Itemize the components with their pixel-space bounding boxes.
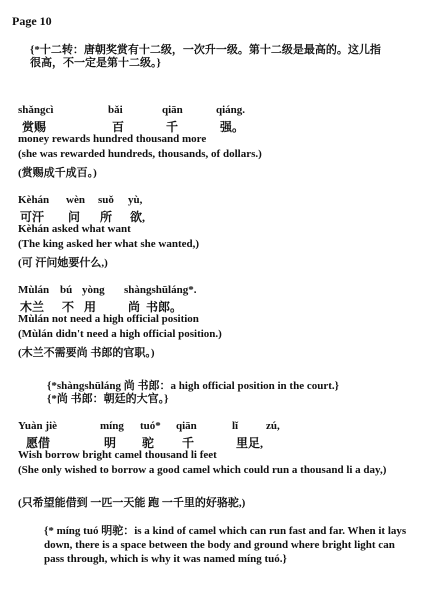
s2-pinyin-row	[0, 194, 425, 208]
s3-pinyin-1: Mùlán	[18, 284, 50, 296]
s1-hanzi-2: 百	[112, 120, 125, 134]
s4-hanzi-5: 里足,	[236, 436, 264, 450]
s2-pinyin-4: yù,	[128, 194, 143, 206]
s4-pinyin-1: Yuàn jiè	[18, 420, 58, 432]
s4-hanzi-4: 千	[182, 436, 195, 450]
s2-gloss: Kèhán asked what want	[18, 223, 131, 235]
footnote-shangshulang-chinese: {*尚 书郎：朝廷的大官。}	[47, 393, 169, 405]
s3-pinyin-row	[0, 284, 425, 298]
s1-chinese: (赏赐成千成百。)	[18, 167, 97, 179]
s1-gloss: money rewards hundred thousand more	[18, 133, 207, 145]
s2-pinyin-2: wèn	[66, 194, 85, 206]
s4-hanzi-3: 驼	[142, 436, 155, 450]
s3-hanzi-row	[0, 298, 425, 312]
footnote-shangshulang-english: {*shàngshūláng 尚 书郎：a high official position in the court.}	[47, 380, 339, 392]
s4-hanzi-1: 愿借	[26, 436, 51, 450]
s4-pinyin-3: tuó*	[140, 420, 161, 432]
s4-pinyin-6: zú,	[266, 420, 280, 432]
s3-hanzi-4: 尚	[128, 300, 141, 314]
footnote-shangshulang	[47, 380, 407, 406]
s1-pinyin-row	[0, 104, 425, 118]
s2-hanzi-4: 欲,	[130, 210, 146, 224]
s3-pinyin-4: shàngshūláng*.	[124, 284, 197, 296]
s1-pinyin-3: qiān	[162, 104, 183, 116]
s4-pinyin-5: lǐ	[232, 420, 239, 432]
s4-translation: (She only wished to borrow a good camel which could run a thousand li a day,)	[18, 464, 387, 476]
s1-hanzi-3: 千	[166, 120, 179, 134]
s3-hanzi-5: 书郎。	[146, 300, 183, 314]
s4-pinyin-row	[0, 420, 425, 434]
s3-hanzi-3: 用	[84, 300, 97, 314]
s2-hanzi-1: 可汗	[20, 210, 45, 224]
s3-hanzi-1: 木兰	[20, 300, 45, 314]
s3-hanzi-2: 不	[62, 300, 75, 314]
s1-hanzi-4: 强。	[220, 120, 245, 134]
page-number: Page 10	[12, 14, 52, 28]
s4-pinyin-4: qiān	[176, 420, 197, 432]
s4-chinese: (只希望能借到 一匹一天能 跑 一千里的好骆驼,)	[18, 497, 246, 509]
s4-hanzi-2: 明	[104, 436, 117, 450]
s1-translation: (she was rewarded hundreds, thousands, of dollars.)	[18, 148, 262, 160]
footnote-twelve-ranks: {*十二转：唐朝奖赏有十二级，一次升一级。第十二级是最高的。这儿指很高，不一定是第十二级。}	[30, 44, 381, 69]
s3-pinyin-2: bú	[60, 284, 73, 296]
s2-hanzi-2: 问	[68, 210, 81, 224]
s2-pinyin-1: Kèhán	[18, 194, 50, 206]
s2-translation: (The king asked her what she wanted,)	[18, 238, 200, 250]
s3-pinyin-3: yòng	[82, 284, 105, 296]
s2-pinyin-3: suǒ	[98, 194, 114, 206]
s1-pinyin-1: shǎngcì	[18, 104, 54, 116]
s2-hanzi-3: 所	[100, 210, 113, 224]
s3-translation: (Mùlán didn't need a high official position.)	[18, 328, 222, 340]
s1-hanzi-1: 赏赐	[22, 120, 47, 134]
footnote-mingtuo: {* míng tuó 明驼：is a kind of camel which can run fast and far. When it lays down, there is a space between the body and ground where bright light can pass through, which is why it was named míng tuó.}	[44, 525, 407, 565]
s2-hanzi-row	[0, 208, 425, 222]
s4-hanzi-row	[0, 434, 425, 448]
s1-pinyin-4: qiáng.	[216, 104, 246, 116]
s1-hanzi-row	[0, 118, 425, 132]
s3-gloss: Mùlán not need a high official position	[18, 313, 199, 325]
s3-chinese: (木兰不需要尚 书郎的官职。)	[18, 347, 155, 359]
s1-pinyin-2: bǎi	[108, 104, 123, 116]
s4-gloss: Wish borrow bright camel thousand li feet	[18, 449, 217, 461]
s4-pinyin-2: míng	[100, 420, 124, 432]
s2-chinese: (可 汗问她要什么,)	[18, 257, 108, 269]
